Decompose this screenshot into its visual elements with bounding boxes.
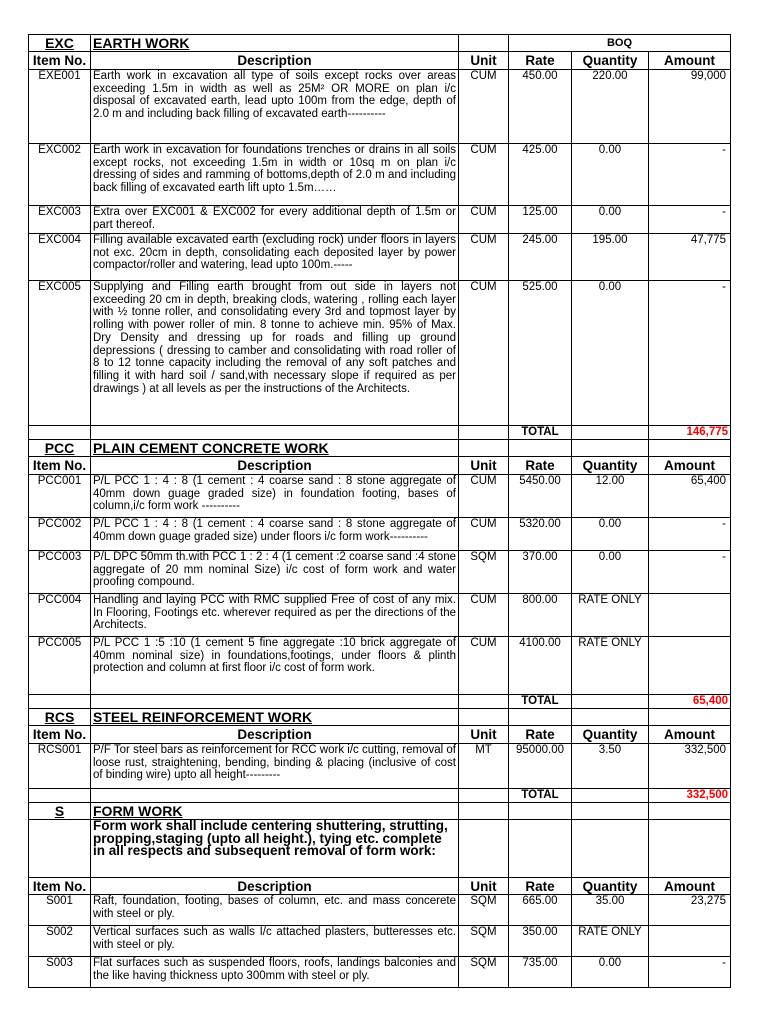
item-quantity: 0.00	[572, 144, 649, 206]
item-code: PCC002	[29, 518, 91, 551]
table-row	[29, 895, 731, 926]
blank-cell	[459, 820, 509, 878]
item-amount: -	[649, 518, 731, 551]
total-row-exc	[29, 426, 731, 440]
item-description: Flat surfaces such as suspended floors, roofs, landings balconies and the like having thickness upto 300mm with steel or ply.	[91, 957, 459, 988]
col-amount: Amount	[649, 457, 731, 475]
item-amount: 332,500	[649, 744, 731, 789]
item-code: PCC005	[29, 637, 91, 695]
item-code: S003	[29, 957, 91, 988]
item-amount	[649, 637, 731, 695]
item-quantity: 220.00	[572, 70, 649, 144]
item-code: S002	[29, 926, 91, 957]
blank-cell	[29, 789, 91, 803]
col-rate: Rate	[509, 52, 572, 70]
item-code: EXC004	[29, 234, 91, 281]
boq-table	[28, 34, 731, 988]
blank-cell	[572, 709, 649, 726]
item-quantity: RATE ONLY	[572, 637, 649, 695]
table-row	[29, 281, 731, 426]
item-unit: SQM	[459, 957, 509, 988]
item-unit: CUM	[459, 475, 509, 518]
col-amount: Amount	[649, 726, 731, 744]
blank-cell	[29, 820, 91, 878]
table-row	[29, 551, 731, 594]
item-code: PCC004	[29, 594, 91, 637]
table-row	[29, 144, 731, 206]
item-amount: 23,275	[649, 895, 731, 926]
col-item-no: Item No.	[29, 457, 91, 475]
blank-cell	[459, 440, 509, 457]
item-rate: 370.00	[509, 551, 572, 594]
item-quantity: 195.00	[572, 234, 649, 281]
section-code: PCC	[29, 440, 91, 457]
total-row-rcs	[29, 789, 731, 803]
blank-cell	[29, 695, 91, 709]
col-quantity: Quantity	[572, 726, 649, 744]
col-quantity: Quantity	[572, 52, 649, 70]
item-unit: CUM	[459, 234, 509, 281]
col-rate: Rate	[509, 457, 572, 475]
item-description: P/L PCC 1 : 4 : 8 (1 cement : 4 coarse sand : 8 stone aggregate of 40mm down guage graded size) in foundation footing, bases of column,i/c form work ----------	[91, 475, 459, 518]
item-description: Earth work in excavation all type of soils except rocks over areas exceeding 1.5m in width as well as 25M² OR MORE on plan i/c disposal of excavated earth, lead upto 100m from the edge, depth of 2.0 m and including back filling of excavated earth----------	[91, 70, 459, 144]
blank-cell	[459, 35, 509, 52]
item-code: EXC005	[29, 281, 91, 426]
section-title: STEEL REINFORCEMENT WORK	[91, 709, 459, 726]
blank-cell	[649, 803, 731, 820]
section-title: EARTH WORK	[91, 35, 459, 52]
col-quantity: Quantity	[572, 878, 649, 895]
col-item-no: Item No.	[29, 878, 91, 895]
item-unit: CUM	[459, 144, 509, 206]
blank-cell	[572, 820, 649, 878]
section-title: PLAIN CEMENT CONCRETE WORK	[91, 440, 459, 457]
blank-cell	[509, 440, 572, 457]
section-code: S	[29, 803, 91, 820]
item-quantity: 0.00	[572, 518, 649, 551]
item-quantity: 12.00	[572, 475, 649, 518]
item-unit: SQM	[459, 926, 509, 957]
blank-cell	[572, 789, 649, 803]
table-row	[29, 518, 731, 551]
item-amount	[649, 926, 731, 957]
item-amount	[649, 594, 731, 637]
col-unit: Unit	[459, 457, 509, 475]
total-row-pcc	[29, 695, 731, 709]
total-label: TOTAL	[509, 695, 572, 709]
section-code: EXC	[29, 35, 91, 52]
blank-cell	[91, 695, 459, 709]
blank-cell	[649, 709, 731, 726]
item-rate: 125.00	[509, 206, 572, 234]
item-rate: 735.00	[509, 957, 572, 988]
item-quantity: RATE ONLY	[572, 926, 649, 957]
col-description: Description	[91, 52, 459, 70]
blank-cell	[649, 820, 731, 878]
item-amount: -	[649, 144, 731, 206]
col-unit: Unit	[459, 878, 509, 895]
item-code: EXC002	[29, 144, 91, 206]
item-rate: 800.00	[509, 594, 572, 637]
item-rate: 450.00	[509, 70, 572, 144]
item-code: S001	[29, 895, 91, 926]
blank-cell	[572, 426, 649, 440]
item-code: PCC001	[29, 475, 91, 518]
item-rate: 95000.00	[509, 744, 572, 789]
blank-cell	[572, 803, 649, 820]
section-header-pcc	[29, 440, 731, 457]
item-amount: -	[649, 957, 731, 988]
item-rate: 525.00	[509, 281, 572, 426]
item-rate: 425.00	[509, 144, 572, 206]
item-description: P/L DPC 50mm th.with PCC 1 : 2 : 4 (1 cement :2 coarse sand :4 stone aggregate of 20 mm nominal Size) i/c cost of form work and water proofing compound.	[91, 551, 459, 594]
item-quantity: RATE ONLY	[572, 594, 649, 637]
blank-cell	[91, 789, 459, 803]
item-description: Vertical surfaces such as walls I/c attached plasters, butteresses etc. with steel or ply.	[91, 926, 459, 957]
col-description: Description	[91, 726, 459, 744]
item-unit: CUM	[459, 281, 509, 426]
item-quantity: 3.50	[572, 744, 649, 789]
item-amount: 65,400	[649, 475, 731, 518]
total-amount: 65,400	[649, 695, 731, 709]
table-row	[29, 637, 731, 695]
section-header-form	[29, 803, 731, 820]
item-description: Extra over EXC001 & EXC002 for every additional depth of 1.5m or part thereof.	[91, 206, 459, 234]
col-unit: Unit	[459, 726, 509, 744]
item-amount: -	[649, 206, 731, 234]
column-header-row	[29, 52, 731, 70]
item-rate: 245.00	[509, 234, 572, 281]
section-header-exc	[29, 35, 731, 52]
col-description: Description	[91, 878, 459, 895]
item-description: Handling and laying PCC with RMC supplied Free of cost of any mix. In Flooring, Footings etc. wherever required as per the directions of the Architects.	[91, 594, 459, 637]
item-description: Supplying and Filling earth brought from out side in layers not exceeding 20 cm in depth, breaking clods, watering , rolling each layer with ½ tonne roller, and consolidating every 3rd and topmost layer by rolling with power roller of min. 8 tonne to achieve min. 95% of Max. Dry Density and dressing up for roads and filling up ground depressions ( dressing to camber and consolidating with road roller of 8 to 12 tonne capacity including the removal of any soft patches and filling it with hard soil / sand,with necessary slope if required as per drawings ) at all levels as per the instructions of the Architects.	[91, 281, 459, 426]
blank-cell	[572, 695, 649, 709]
blank-cell	[29, 426, 91, 440]
blank-cell	[91, 426, 459, 440]
item-unit: CUM	[459, 594, 509, 637]
table-row	[29, 926, 731, 957]
item-amount: 47,775	[649, 234, 731, 281]
blank-cell	[459, 426, 509, 440]
section-title: FORM WORK	[91, 803, 459, 820]
total-label: TOTAL	[509, 426, 572, 440]
table-row	[29, 70, 731, 144]
table-row	[29, 744, 731, 789]
item-description: P/L PCC 1 : 4 : 8 (1 cement : 4 coarse sand : 8 stone aggregate of 40mm down guage graded size) under floors i/c form work----------	[91, 518, 459, 551]
item-unit: CUM	[459, 637, 509, 695]
blank-cell	[459, 789, 509, 803]
section-code: RCS	[29, 709, 91, 726]
boq-body	[29, 35, 731, 988]
item-rate: 5320.00	[509, 518, 572, 551]
blank-cell	[459, 803, 509, 820]
section-header-rcs	[29, 709, 731, 726]
item-description: P/F Tor steel bars as reinforcement for RCC work i/c cutting, removal of loose rust, straightening, bending, binding & placing (inclusive of cost of binding wire) upto all height---------	[91, 744, 459, 789]
item-unit: CUM	[459, 70, 509, 144]
blank-cell	[509, 709, 572, 726]
blank-cell	[572, 440, 649, 457]
item-unit: CUM	[459, 518, 509, 551]
column-header-row	[29, 726, 731, 744]
table-row	[29, 957, 731, 988]
form-work-note: Form work shall include centering shuttering, strutting, propping,staging (upto all height.), tying etc. complete in all respects and subsequent removal of form work:	[91, 820, 459, 878]
column-header-row	[29, 457, 731, 475]
item-quantity: 0.00	[572, 206, 649, 234]
col-rate: Rate	[509, 726, 572, 744]
total-amount: 332,500	[649, 789, 731, 803]
item-code: PCC003	[29, 551, 91, 594]
boq-label: BOQ	[509, 35, 731, 52]
total-label: TOTAL	[509, 789, 572, 803]
col-rate: Rate	[509, 878, 572, 895]
col-amount: Amount	[649, 878, 731, 895]
item-quantity: 0.00	[572, 957, 649, 988]
item-amount: 99,000	[649, 70, 731, 144]
item-amount: -	[649, 281, 731, 426]
item-code: EXC003	[29, 206, 91, 234]
item-code: EXE001	[29, 70, 91, 144]
form-work-note-row	[29, 820, 731, 878]
item-unit: SQM	[459, 895, 509, 926]
col-unit: Unit	[459, 52, 509, 70]
item-rate: 4100.00	[509, 637, 572, 695]
col-item-no: Item No.	[29, 726, 91, 744]
blank-cell	[509, 820, 572, 878]
column-header-row	[29, 878, 731, 895]
item-rate: 665.00	[509, 895, 572, 926]
col-amount: Amount	[649, 52, 731, 70]
total-amount: 146,775	[649, 426, 731, 440]
item-rate: 5450.00	[509, 475, 572, 518]
table-row	[29, 206, 731, 234]
item-quantity: 0.00	[572, 281, 649, 426]
item-description: P/L PCC 1 :5 :10 (1 cement 5 fine aggregate :10 brick aggregate of 40mm nominal size) in foundations,footings, under floors & plinth protection and column at first floor i/c cost of form work.	[91, 637, 459, 695]
col-quantity: Quantity	[572, 457, 649, 475]
item-description: Raft, foundation, footing, bases of column, etc. and mass concerete with steel or ply.	[91, 895, 459, 926]
col-description: Description	[91, 457, 459, 475]
blank-cell	[459, 709, 509, 726]
blank-cell	[649, 440, 731, 457]
item-rate: 350.00	[509, 926, 572, 957]
item-amount: -	[649, 551, 731, 594]
col-item-no: Item No.	[29, 52, 91, 70]
item-description: Earth work in excavation for foundations trenches or drains in all soils except rocks, not exceeding 1.5m in width or 10sq m on plan i/c dressing of sides and ramming of bottoms,depth of 2.0 m and including back filling of excavated earth lift upto 1.5m……	[91, 144, 459, 206]
blank-cell	[509, 803, 572, 820]
table-row	[29, 234, 731, 281]
item-unit: MT	[459, 744, 509, 789]
blank-cell	[459, 695, 509, 709]
item-quantity: 35.00	[572, 895, 649, 926]
item-unit: CUM	[459, 206, 509, 234]
item-code: RCS001	[29, 744, 91, 789]
item-quantity: 0.00	[572, 551, 649, 594]
table-row	[29, 475, 731, 518]
table-row	[29, 594, 731, 637]
item-unit: SQM	[459, 551, 509, 594]
item-description: Filling available excavated earth (excluding rock) under floors in layers not exc. 20cm in depth, consolidating each deposited layer by power compactor/roller and watering, lead upto 100m.-----	[91, 234, 459, 281]
